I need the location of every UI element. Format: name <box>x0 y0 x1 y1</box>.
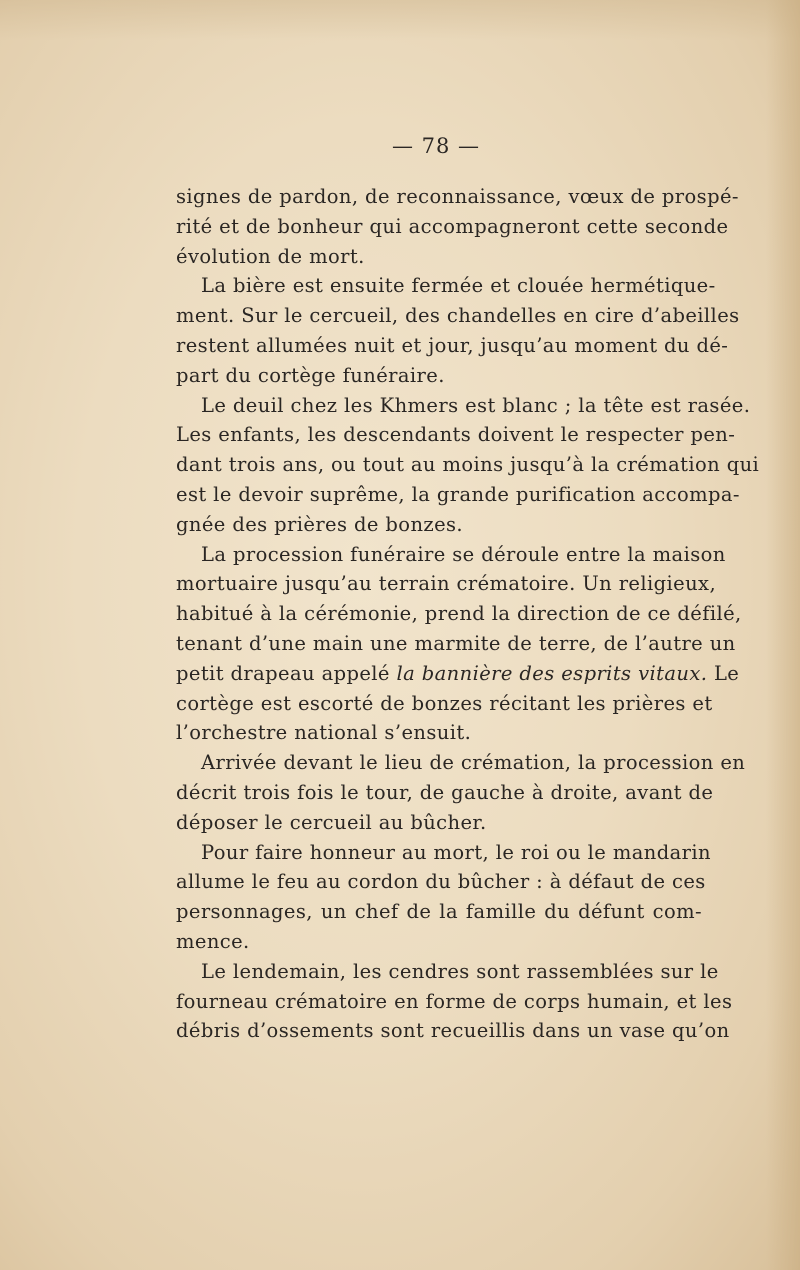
paragraph <box>176 540 742 749</box>
body-text <box>176 182 760 1046</box>
text-line: ment. Sur le cercueil, des chandelles en cire d’abeilles <box>176 304 740 328</box>
paragraph <box>176 182 739 271</box>
text-line: Pour faire honneur au mort, le roi ou le mandarin <box>201 840 711 864</box>
text-line-with-italic <box>176 659 740 689</box>
paragraph <box>176 271 740 390</box>
text-line: habitué à la cérémonie, prend la direction de ce défilé, <box>176 602 742 626</box>
text-line: La procession funéraire se déroule entre la maison <box>201 542 726 566</box>
page-number: — 78 — <box>391 134 481 158</box>
text-line: mortuaire jusqu’au terrain crématoire. Un religieux, <box>176 572 717 596</box>
text-run: petit drapeau appelé <box>176 661 397 685</box>
paragraph <box>176 838 711 957</box>
paragraph <box>176 957 733 1046</box>
text-line: signes de pardon, de reconnaissance, vœux de prospé- <box>176 185 739 208</box>
text-line: Le lendemain, les cendres sont rassemblées sur le <box>201 959 719 983</box>
text-line: Le deuil chez les Khmers est blanc ; la tête est rasée. <box>201 393 751 417</box>
text-line: restent allumées nuit et jour, jusqu’au moment du dé- <box>176 333 729 357</box>
text-line: part du cortège funéraire. <box>176 363 445 387</box>
text-run: Le <box>707 661 740 685</box>
paragraph <box>176 748 746 837</box>
paragraph <box>176 391 760 540</box>
page-top-shading <box>0 0 800 40</box>
text-line: cortège est escorté de bonzes récitant les prières et <box>176 691 713 715</box>
text-line: gnée des prières de bonzes. <box>176 512 464 536</box>
text-line: évolution de mort. <box>176 244 365 268</box>
italic-title: la bannière des esprits vitaux. <box>396 661 708 685</box>
text-line: Arrivée devant le lieu de crémation, la procession en <box>201 751 746 775</box>
text-line: décrit trois fois le tour, de gauche à droite, avant de <box>176 780 714 804</box>
text-line: rité et de bonheur qui accompagneront cette seconde <box>176 214 729 238</box>
text-line: fourneau crématoire en forme de corps humain, et les <box>176 989 733 1013</box>
text-line: mence. <box>176 929 250 953</box>
page-right-edge-shading <box>766 0 800 1270</box>
text-line: dant trois ans, ou tout au moins jusqu’à la crémation qui <box>176 453 760 477</box>
text-line: débris d’ossements sont recueillis dans un vase qu’on <box>176 1019 730 1043</box>
text-line: déposer le cercueil au bûcher. <box>176 810 487 834</box>
text-line: La bière est ensuite fermée et clouée hermétique- <box>201 274 716 298</box>
text-line: tenant d’une main une marmite de terre, de l’autre un <box>176 631 736 655</box>
text-line: est le devoir suprême, la grande purification accompa- <box>176 482 740 506</box>
text-line: allume le feu au cordon du bûcher : à défaut de ces <box>176 870 706 894</box>
text-line: l’orchestre national s’ensuit. <box>176 721 472 745</box>
text-line: personnages, un chef de la famille du défunt com- <box>176 900 702 924</box>
text-line: Les enfants, les descendants doivent le respecter pen- <box>176 423 736 447</box>
